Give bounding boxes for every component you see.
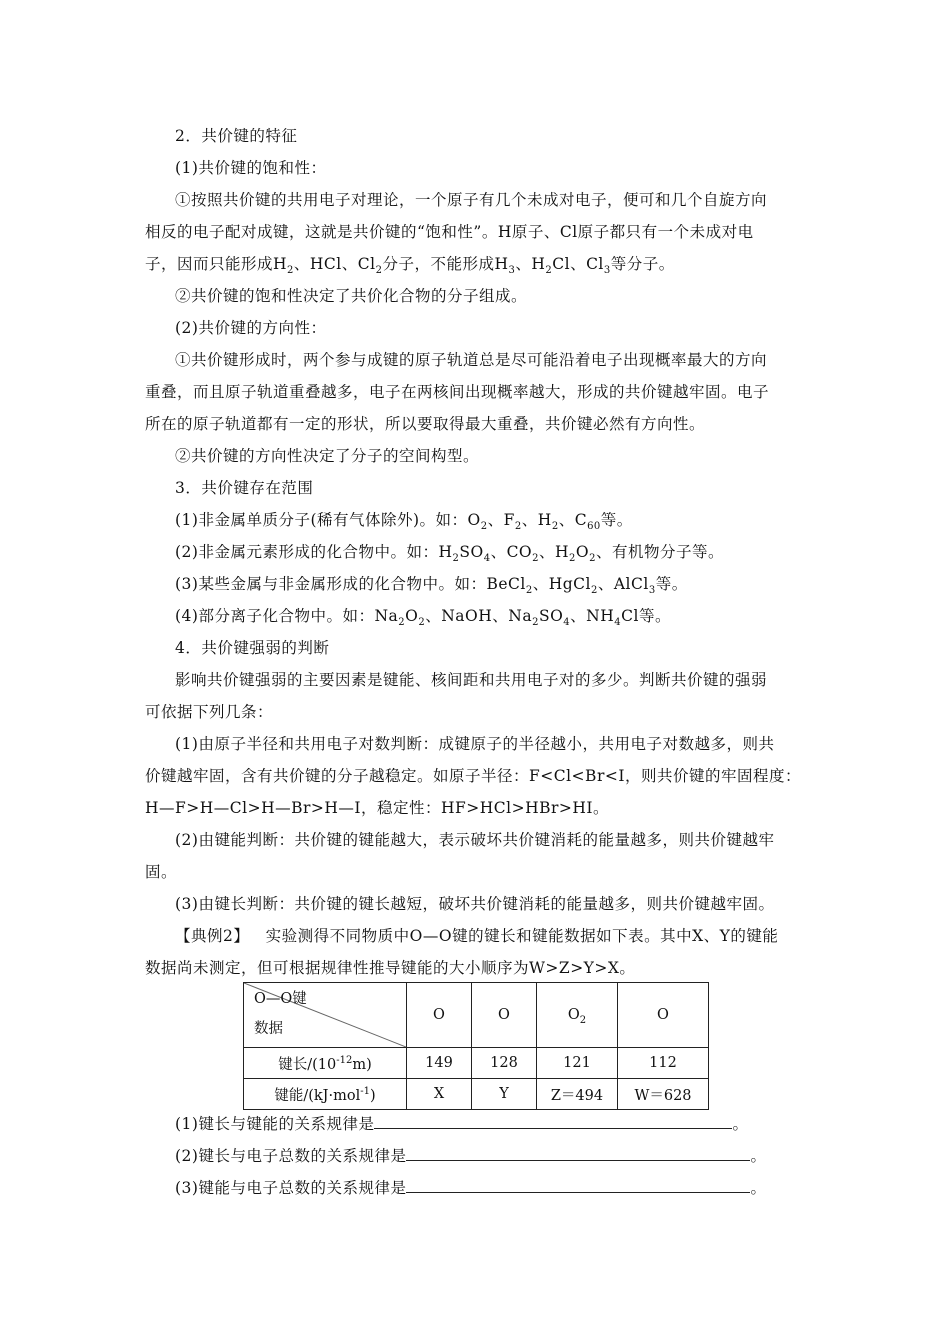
list-item: (2)非金属元素形成的化合物中。如：$H_2SO_4$、$CO_2$、$H_2O_2$、有机物分子等。 xyxy=(175,543,725,565)
bond-data-table xyxy=(243,982,709,1110)
paragraph-line: ①共价键形成时，两个参与成键的原子轨道总是尽可能沿着电子出现概率最大的方向 xyxy=(175,351,768,369)
table-cell: 149 xyxy=(407,1048,472,1079)
list-item: (4)部分离子化合物中。如：$Na_2O_2$、NaOH、$Na_2SO_4$、$NH_4Cl$等。 xyxy=(175,607,671,629)
table-cell: Y xyxy=(472,1079,537,1110)
paragraph-line: (1)由原子半径和共用电子对数判断：成键原子的半径越小，共用电子对数越多，则共 xyxy=(175,735,775,753)
list-item: (1)非金属单质分子(稀有气体除外)。如：$O_2$、$F_2$、$H_2$、$C_{60}$等。 xyxy=(175,511,633,533)
species-cell: O xyxy=(472,983,537,1048)
question-line: (1)键长与键能的关系规律是 。 xyxy=(175,1115,749,1133)
section-heading-3: 3．共价键存在范围 xyxy=(175,479,314,497)
list-item: (3)某些金属与非金属形成的化合物中。如：BeCl$_2$、HgCl$_2$、AlCl$_3$等。 xyxy=(175,575,688,597)
subheading-saturation: (1)共价键的饱和性： xyxy=(175,159,327,177)
section-heading-2: 2．共价键的特征 xyxy=(175,127,298,145)
question-line: (3)键能与电子总数的关系规律是 。 xyxy=(175,1179,767,1197)
table-cell: 112 xyxy=(618,1048,709,1079)
row-label-bond-energy: 键能/(kJ·mol$^{-1}$) xyxy=(244,1079,407,1110)
table-cell: 121 xyxy=(537,1048,618,1079)
paragraph-line: 价键越牢固，含有共价键的分子越稳定。如原子半径：F<Cl<Br<I，则共价键的牢固程度： xyxy=(145,767,801,785)
paragraph-line: ①按照共价键的共用电子对理论，一个原子有几个未成对电子，便可和几个自旋方向 xyxy=(175,191,768,209)
table-cell: 128 xyxy=(472,1048,537,1079)
subheading-direction: (2)共价键的方向性： xyxy=(175,319,327,337)
table-row xyxy=(244,1048,709,1079)
paragraph-line: 固。 xyxy=(145,863,178,881)
paragraph-line: 重叠，而且原子轨道重叠越多，电子在两核间出现概率越大，形成的共价键越牢固。电子 xyxy=(145,383,770,401)
paragraph-line: 所在的原子轨道都有一定的形状，所以要取得最大重叠，共价键必然有方向性。 xyxy=(145,415,706,433)
table-header-row xyxy=(244,983,709,1048)
example-line: 数据尚未测定，但可根据规律性推导键能的大小顺序为W>Z>Y>X。 xyxy=(145,959,636,977)
table-cell: Z＝494 xyxy=(537,1079,618,1110)
answer-blank[interactable] xyxy=(374,1114,732,1129)
paragraph-line: ②共价键的饱和性决定了共价化合物的分子组成。 xyxy=(175,287,528,305)
table-row xyxy=(244,1079,709,1110)
table-cell: W＝628 xyxy=(618,1079,709,1110)
answer-blank[interactable] xyxy=(406,1146,750,1161)
paragraph-line: 相反的电子配对成键，这就是共价键的“饱和性”。H原子、Cl原子都只有一个未成对电 xyxy=(145,223,754,241)
question-line: (2)键长与电子总数的关系规律是 。 xyxy=(175,1147,767,1165)
species-cell: O xyxy=(618,983,709,1048)
answer-blank[interactable] xyxy=(406,1178,750,1193)
corner-label-top: O—O键 xyxy=(254,991,307,1007)
paragraph-line: (2)由键能判断：共价键的键能越大，表示破坏共价键消耗的能量越多，则共价键越牢 xyxy=(175,831,775,849)
table-corner-cell xyxy=(244,983,407,1048)
paragraph-line: H—F>H—Cl>H—Br>H—I，稳定性：HF>HCl>HBr>HI。 xyxy=(145,799,610,817)
example-line: 【典例2】 实验测得不同物质中O—O键的键长和键能数据如下表。其中X、Y的键能 xyxy=(175,927,779,945)
paragraph-line: ②共价键的方向性决定了分子的空间构型。 xyxy=(175,447,480,465)
example-label: 【典例2】 xyxy=(175,927,250,945)
row-label-bond-length: 键长$/(10^{-12}m)$ xyxy=(244,1048,407,1079)
paragraph-line: (3)由键长判断：共价键的键长越短，破坏共价键消耗的能量越多，则共价键越牢固。 xyxy=(175,895,775,913)
species-cell: $O_2$ xyxy=(537,983,618,1048)
species-cell: O xyxy=(407,983,472,1048)
section-heading-4: 4．共价键强弱的判断 xyxy=(175,639,330,657)
table-cell: X xyxy=(407,1079,472,1110)
corner-label-bottom: 数据 xyxy=(254,1021,283,1037)
paragraph-line: 子，因而只能形成$H_2$、HCl、$Cl_2$分子，不能形成$H_3$、$H_2Cl$、$Cl_3$等分子。 xyxy=(145,255,675,277)
paragraph-line: 可依据下列几条： xyxy=(145,703,274,721)
paragraph-line: 影响共价键强弱的主要因素是键能、核间距和共用电子对的多少。判断共价键的强弱 xyxy=(175,671,768,689)
